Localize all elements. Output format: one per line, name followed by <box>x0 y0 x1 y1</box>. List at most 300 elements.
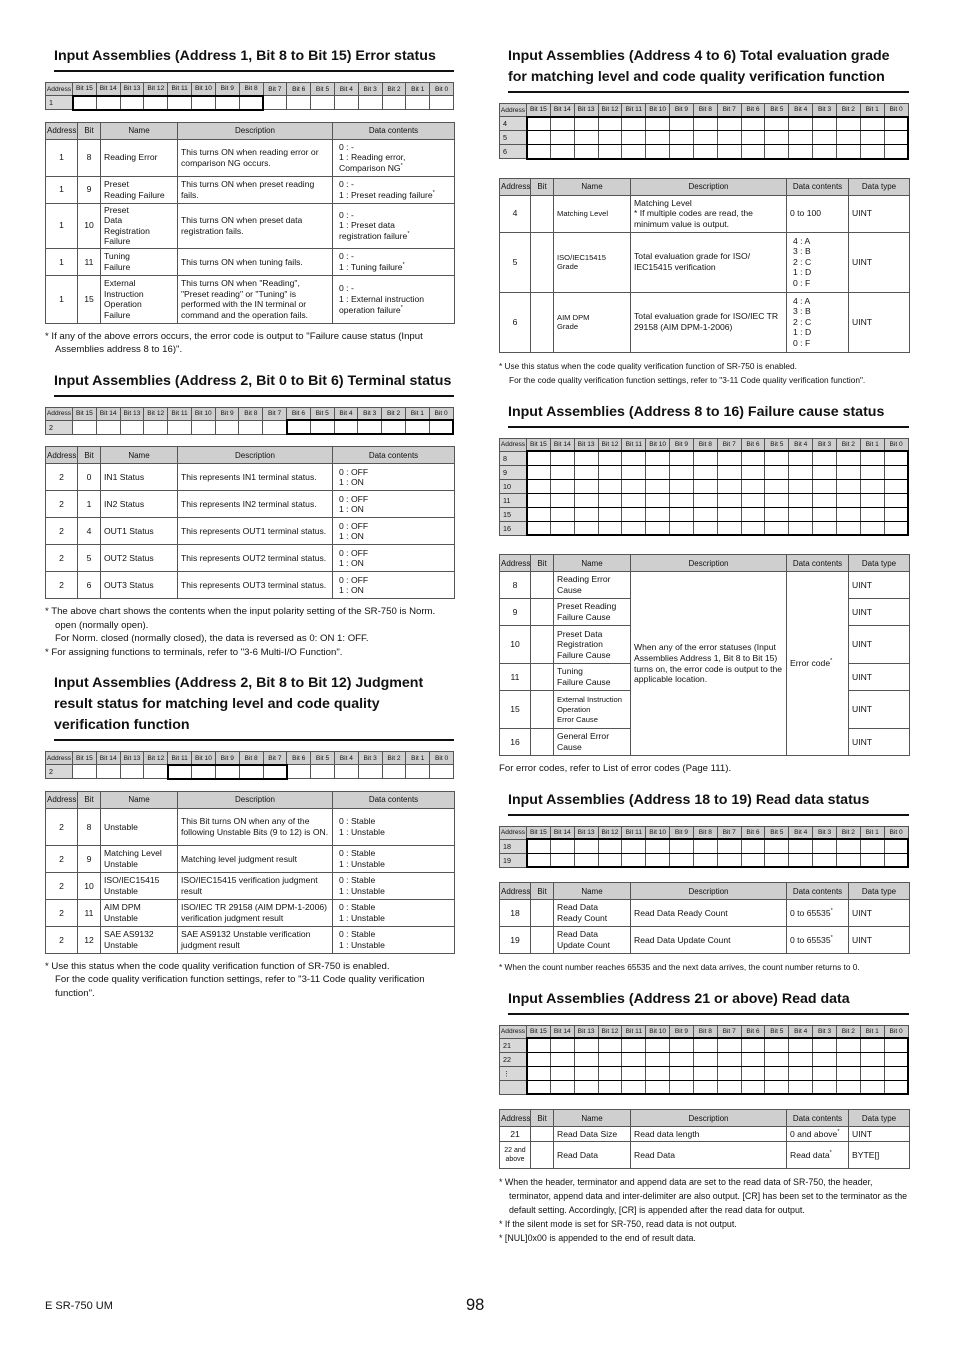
bit-cell: 11 <box>78 899 101 926</box>
bit-cell <box>836 1080 860 1094</box>
bit-cell <box>622 1052 646 1066</box>
bit-cell <box>741 1052 765 1066</box>
bit-header: Bit 3 <box>813 438 837 451</box>
bit-header: Bit 7 <box>717 104 741 117</box>
bit-cell <box>693 507 717 521</box>
name-cell: General Error Cause <box>554 729 631 756</box>
bit-header: Bit 14 <box>550 104 574 117</box>
bit-header: Bit 12 <box>598 826 622 839</box>
bit-cell <box>765 507 789 521</box>
bit-cell <box>73 765 97 779</box>
bit-cell <box>622 465 646 479</box>
bit-cell <box>813 1066 837 1080</box>
column-header: Address <box>46 791 78 808</box>
bit-cell <box>358 765 382 779</box>
bit-cell <box>765 479 789 493</box>
bit-header: Bit 5 <box>310 407 334 420</box>
bit-cell <box>598 145 622 159</box>
bit-cell <box>693 1080 717 1094</box>
bit-header: Bit 6 <box>287 407 311 420</box>
column-header: Bit <box>531 178 554 195</box>
address-cell: 2 <box>46 808 78 845</box>
bit-header: Bit 6 <box>287 752 311 765</box>
bit-header: Bit 10 <box>646 826 670 839</box>
column-header: Bit <box>78 791 101 808</box>
bit-cell <box>717 479 741 493</box>
bit-header: Bit 5 <box>765 438 789 451</box>
bit-header: Bit 12 <box>598 438 622 451</box>
description-cell: Read Data Update Count <box>631 927 787 954</box>
bit-cell <box>622 1038 646 1052</box>
column-header: Name <box>554 555 631 572</box>
data-contents-cell: Error code* <box>787 572 849 756</box>
bit-cell <box>430 96 454 110</box>
bit-cell <box>598 493 622 507</box>
description-cell: Read Data Ready Count <box>631 900 787 927</box>
bit-cell <box>527 1066 551 1080</box>
bit-cell <box>382 765 406 779</box>
bit-cell <box>550 1080 574 1094</box>
bit-cell <box>693 145 717 159</box>
address-cell: 2 <box>46 872 78 899</box>
column-header: Data contents <box>787 178 849 195</box>
bit-cell <box>531 691 554 729</box>
column-header: Name <box>554 883 631 900</box>
name-cell: AIM DPM Grade <box>554 292 631 352</box>
bit-cell <box>574 1066 598 1080</box>
name-cell: Read Data <box>554 1142 631 1169</box>
bit-cell <box>836 521 860 535</box>
bit-cell <box>741 507 765 521</box>
bit-header: Bit 9 <box>215 83 239 96</box>
bit-cell <box>646 1066 670 1080</box>
bit-header: Bit 9 <box>215 407 239 420</box>
address-cell: 18 <box>500 839 527 853</box>
bit-cell: 4 <box>78 518 101 545</box>
bit-cell <box>646 1038 670 1052</box>
bit-cell <box>574 853 598 867</box>
bit-header: Bit 5 <box>311 752 335 765</box>
bit-cell <box>358 420 382 434</box>
s4-bitmap <box>499 103 909 160</box>
bit-cell <box>717 507 741 521</box>
bit-cell <box>813 131 837 145</box>
bit-cell <box>717 451 741 465</box>
bit-cell <box>215 420 239 434</box>
column-header: Data type <box>849 555 910 572</box>
s5-title: Input Assemblies (Address 8 to 16) Failure cause status <box>508 402 909 428</box>
bit-header: Bit 6 <box>741 104 765 117</box>
bit-cell <box>311 765 335 779</box>
bit-cell <box>550 507 574 521</box>
column-header: Description <box>178 122 333 139</box>
description-cell: This turns ON when "Reading", "Preset reading" or "Tuning" is performed with the IN terminal or command and the operation fails. <box>178 275 333 323</box>
description-cell: This represents OUT3 terminal status. <box>178 572 333 599</box>
bit-cell <box>884 479 908 493</box>
data-contents-cell: 0 : Stable 1 : Unstable <box>333 872 455 899</box>
s5-bitmap <box>499 438 909 537</box>
name-cell: ISO/IEC15415 Grade <box>554 232 631 292</box>
address-cell: 16 <box>500 729 531 756</box>
data-contents-cell: 0 : OFF 1 : ON <box>333 518 455 545</box>
bit-cell: 15 <box>78 275 101 323</box>
bit-header: Bit 0 <box>884 826 908 839</box>
bit-header: Bit 2 <box>382 83 406 96</box>
bit-cell <box>884 117 908 131</box>
bit-cell <box>765 117 789 131</box>
bit-cell <box>884 465 908 479</box>
name-cell: External Instruction Operation Failure <box>101 275 178 323</box>
bit-cell <box>622 131 646 145</box>
address-cell: 22 and above <box>500 1142 531 1169</box>
address-cell <box>500 1080 527 1094</box>
bit-cell <box>836 145 860 159</box>
address-cell: 5 <box>500 232 531 292</box>
bit-cell <box>598 1066 622 1080</box>
bit-cell <box>813 117 837 131</box>
description-cell: ISO/IEC15415 verification judgment result <box>178 872 333 899</box>
bit-cell <box>574 131 598 145</box>
bit-cell <box>813 479 837 493</box>
address-cell: 15 <box>500 691 531 729</box>
bit-cell <box>239 420 263 434</box>
data-contents-cell: 0 : OFF 1 : ON <box>333 572 455 599</box>
bit-cell <box>813 1038 837 1052</box>
bit-header: Bit 2 <box>382 752 406 765</box>
s3-bitmap <box>45 751 454 780</box>
bit-header: Bit 14 <box>550 826 574 839</box>
bit-cell <box>670 1052 694 1066</box>
bit-header: Bit 12 <box>144 83 168 96</box>
bit-cell <box>287 765 311 779</box>
bit-cell <box>550 451 574 465</box>
bit-cell <box>836 465 860 479</box>
bit-cell: 11 <box>78 248 101 275</box>
bit-cell <box>622 853 646 867</box>
data-contents-cell: 0 : - 1 : Preset reading failure* <box>333 176 455 203</box>
description-cell: Matching level judgment result <box>178 845 333 872</box>
bit-cell <box>646 493 670 507</box>
bit-header: Bit 11 <box>168 407 192 420</box>
s4-table <box>499 178 910 353</box>
column-header: Bit <box>531 555 554 572</box>
address-cell: 9 <box>500 599 531 626</box>
bit-cell <box>836 451 860 465</box>
address-cell: 2 <box>46 926 78 953</box>
address-cell: 19 <box>500 927 531 954</box>
bit-header: Address <box>500 1025 527 1038</box>
bit-cell: 1 <box>78 491 101 518</box>
column-header: Description <box>631 178 787 195</box>
bit-header: Bit 14 <box>550 438 574 451</box>
bit-cell <box>789 479 813 493</box>
bit-cell <box>550 117 574 131</box>
bit-cell <box>836 131 860 145</box>
bit-cell <box>646 839 670 853</box>
bit-header: Bit 12 <box>598 104 622 117</box>
bit-header: Bit 0 <box>429 407 453 420</box>
column-header: Data contents <box>787 883 849 900</box>
bit-cell <box>531 572 554 599</box>
bit-cell <box>717 853 741 867</box>
bit-cell <box>884 131 908 145</box>
bit-cell <box>646 507 670 521</box>
bit-cell <box>527 1052 551 1066</box>
bit-cell <box>263 420 287 434</box>
description-cell: SAE AS9132 Unstable verification judgment result <box>178 926 333 953</box>
bit-cell <box>527 1038 551 1052</box>
bit-cell <box>550 145 574 159</box>
bit-header: Bit 7 <box>263 83 287 96</box>
address-cell: 21 <box>500 1127 531 1142</box>
bit-cell <box>192 96 216 110</box>
bit-header: Address <box>500 826 527 839</box>
name-cell: SAE AS9132 Unstable <box>101 926 178 953</box>
bit-cell <box>622 1066 646 1080</box>
column-header: Address <box>500 883 531 900</box>
column-header: Bit <box>531 883 554 900</box>
bit-header: Bit 4 <box>789 438 813 451</box>
address-cell: 1 <box>46 176 78 203</box>
bit-cell <box>574 451 598 465</box>
bit-header: Bit 5 <box>311 83 335 96</box>
name-cell: Read Data Update Count <box>554 927 631 954</box>
bit-cell: 8 <box>78 808 101 845</box>
address-cell: 2 <box>46 518 78 545</box>
bit-header: Bit 13 <box>574 1025 598 1038</box>
bit-cell <box>550 1052 574 1066</box>
bit-cell <box>527 507 551 521</box>
address-cell: 21 <box>500 1038 527 1052</box>
bit-header: Bit 13 <box>574 104 598 117</box>
data-contents-cell: 0 to 65535* <box>787 900 849 927</box>
column-header: Data contents <box>333 122 455 139</box>
name-cell: Unstable <box>101 808 178 845</box>
s2-table <box>45 446 455 599</box>
bit-cell <box>550 479 574 493</box>
bit-header: Bit 9 <box>670 104 694 117</box>
bit-header: Bit 15 <box>527 826 551 839</box>
bit-cell <box>717 1052 741 1066</box>
bit-header: Address <box>46 407 73 420</box>
bit-cell <box>813 493 837 507</box>
name-cell: Reading Error <box>101 139 178 176</box>
s1-title: Input Assemblies (Address 1, Bit 8 to Bit 15) Error status <box>54 46 454 72</box>
bit-cell <box>741 451 765 465</box>
address-cell: 19 <box>500 853 527 867</box>
bit-cell <box>646 521 670 535</box>
bit-cell <box>765 839 789 853</box>
data-type-cell: UINT <box>849 664 910 691</box>
description-cell: This turns ON when tuning fails. <box>178 248 333 275</box>
bit-cell <box>574 521 598 535</box>
bit-cell <box>144 96 168 110</box>
bit-header: Bit 1 <box>860 438 884 451</box>
name-cell: Tuning Failure <box>101 248 178 275</box>
bit-cell <box>550 839 574 853</box>
s6-title: Input Assemblies (Address 18 to 19) Read data status <box>508 790 909 816</box>
column-header: Data contents <box>333 447 455 464</box>
bit-cell <box>574 1038 598 1052</box>
bit-cell <box>73 96 97 110</box>
bit-cell <box>670 507 694 521</box>
bit-cell <box>598 839 622 853</box>
description-cell: This represents IN2 terminal status. <box>178 491 333 518</box>
bit-cell <box>531 626 554 664</box>
address-cell: ⋮ <box>500 1066 527 1080</box>
bit-cell <box>693 451 717 465</box>
bit-header: Bit 0 <box>430 83 454 96</box>
address-cell: 2 <box>46 765 73 779</box>
s7-bitmap <box>499 1025 909 1096</box>
bit-cell <box>884 451 908 465</box>
address-cell: 16 <box>500 521 527 535</box>
bit-cell <box>836 117 860 131</box>
bit-cell <box>598 117 622 131</box>
column-header: Bit <box>531 1110 554 1127</box>
bit-header: Bit 15 <box>73 752 97 765</box>
bit-cell <box>789 1038 813 1052</box>
bit-cell <box>646 131 670 145</box>
bit-cell <box>550 521 574 535</box>
bit-cell <box>860 117 884 131</box>
bit-cell <box>789 117 813 131</box>
bit-cell <box>531 1127 554 1142</box>
bit-cell <box>646 479 670 493</box>
bit-cell <box>334 420 358 434</box>
address-cell: 6 <box>500 292 531 352</box>
bit-cell <box>693 117 717 131</box>
bit-cell <box>430 765 454 779</box>
bit-cell <box>574 839 598 853</box>
column-header: Address <box>500 178 531 195</box>
bit-cell <box>836 1066 860 1080</box>
bit-cell <box>717 145 741 159</box>
bit-cell <box>550 1066 574 1080</box>
bit-cell <box>622 145 646 159</box>
name-cell: External Instruction Operation Error Cause <box>554 691 631 729</box>
bit-cell <box>789 507 813 521</box>
bit-header: Bit 3 <box>813 826 837 839</box>
bit-cell <box>527 853 551 867</box>
bit-cell <box>765 145 789 159</box>
bit-cell <box>717 1038 741 1052</box>
description-cell: This turns ON when preset reading fails. <box>178 176 333 203</box>
s7-title: Input Assemblies (Address 21 or above) Read data <box>508 989 909 1015</box>
column-header: Data contents <box>787 555 849 572</box>
bit-cell <box>765 521 789 535</box>
address-cell: 6 <box>500 145 527 159</box>
bit-cell <box>693 479 717 493</box>
bit-cell <box>860 839 884 853</box>
data-type-cell: UINT <box>849 729 910 756</box>
bit-cell <box>813 145 837 159</box>
data-contents-cell: 0 : OFF 1 : ON <box>333 545 455 572</box>
bit-header: Bit 10 <box>646 104 670 117</box>
description-cell: This turns ON when reading error or comparison NG occurs. <box>178 139 333 176</box>
bit-cell <box>574 493 598 507</box>
address-cell: 2 <box>46 899 78 926</box>
address-cell: 10 <box>500 479 527 493</box>
name-cell: Tuning Failure Cause <box>554 664 631 691</box>
bit-cell <box>741 145 765 159</box>
bit-cell <box>334 96 358 110</box>
bit-cell <box>574 479 598 493</box>
bit-cell <box>527 117 551 131</box>
s1-table <box>45 122 455 324</box>
bit-cell <box>741 131 765 145</box>
data-contents-cell: 0 : Stable 1 : Unstable <box>333 926 455 953</box>
bit-cell <box>168 420 192 434</box>
data-type-cell: BYTE[] <box>849 1142 910 1169</box>
bit-cell <box>765 1066 789 1080</box>
description-cell: This turns ON when preset data registration fails. <box>178 203 333 248</box>
name-cell: OUT2 Status <box>101 545 178 572</box>
bit-cell <box>741 521 765 535</box>
address-cell: 2 <box>46 420 73 434</box>
bit-cell <box>884 853 908 867</box>
bit-cell <box>646 451 670 465</box>
bit-cell <box>884 521 908 535</box>
bit-header: Bit 9 <box>670 826 694 839</box>
bit-cell <box>429 420 453 434</box>
bit-cell <box>527 839 551 853</box>
bit-cell <box>884 1052 908 1066</box>
bit-header: Bit 13 <box>120 752 144 765</box>
address-cell: 4 <box>500 195 531 232</box>
bit-cell <box>598 451 622 465</box>
bit-cell <box>693 521 717 535</box>
bit-cell <box>531 195 554 232</box>
data-contents-cell: 4 : A 3 : B 2 : C 1 : D 0 : F <box>787 232 849 292</box>
bit-header: Bit 1 <box>405 407 429 420</box>
address-cell: 5 <box>500 131 527 145</box>
bit-cell <box>96 96 120 110</box>
bit-cell <box>96 420 120 434</box>
bit-cell <box>789 1066 813 1080</box>
bit-header: Bit 14 <box>96 83 120 96</box>
bit-header: Bit 1 <box>860 1025 884 1038</box>
bit-cell <box>670 465 694 479</box>
bit-cell <box>741 479 765 493</box>
bit-cell <box>622 479 646 493</box>
bit-header: Bit 7 <box>717 438 741 451</box>
address-cell: 4 <box>500 117 527 131</box>
data-contents-cell: 0 : OFF 1 : ON <box>333 491 455 518</box>
bit-header: Bit 8 <box>693 104 717 117</box>
bit-cell <box>693 853 717 867</box>
bit-header: Bit 12 <box>598 1025 622 1038</box>
bit-header: Bit 5 <box>765 1025 789 1038</box>
bit-cell <box>860 131 884 145</box>
bit-cell <box>574 1052 598 1066</box>
bit-cell <box>836 839 860 853</box>
column-header: Data contents <box>787 1110 849 1127</box>
data-type-cell: UINT <box>849 599 910 626</box>
bit-header: Bit 14 <box>96 752 120 765</box>
bit-cell <box>884 1066 908 1080</box>
bit-cell <box>531 927 554 954</box>
name-cell: ISO/IEC15415 Unstable <box>101 872 178 899</box>
s1-note: * If any of the above errors occurs, the error code is output to "Failure cause status (Input Assemblies address 8 to 16)". <box>45 330 423 356</box>
bit-header: Bit 3 <box>358 83 382 96</box>
bit-cell <box>598 465 622 479</box>
description-cell: Read data length <box>631 1127 787 1142</box>
bit-cell <box>884 1038 908 1052</box>
bit-header: Bit 8 <box>693 438 717 451</box>
bit-cell <box>789 1080 813 1094</box>
bit-cell <box>765 451 789 465</box>
